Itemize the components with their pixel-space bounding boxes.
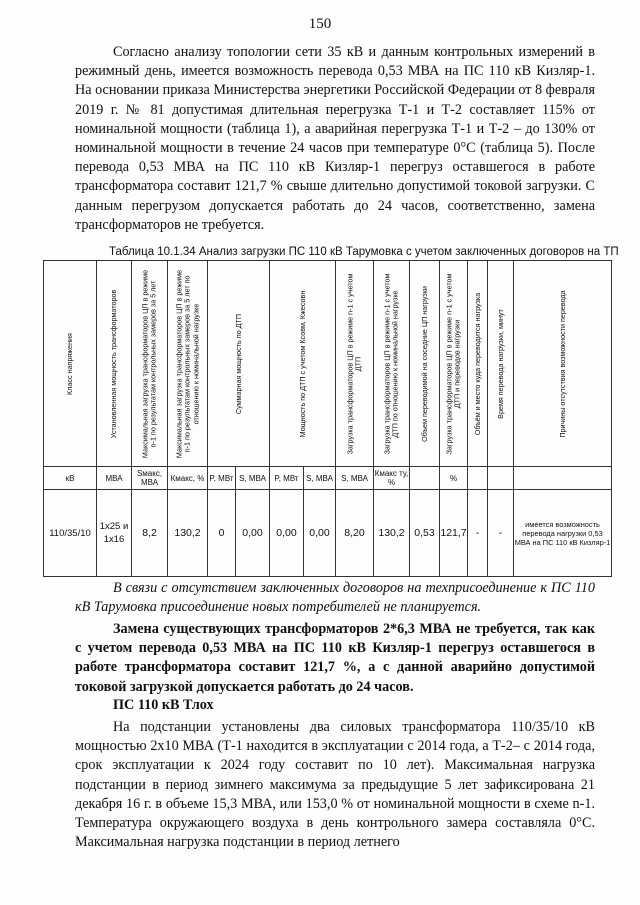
data-cell: 110/35/10 (44, 490, 97, 577)
italic-paragraph: В связи с отсутствием заключенных договоров на техприсоединение к ПС 110 кВ Тарумовка присоединение новых потребителей не планируется. (75, 580, 595, 616)
unit-cell (488, 467, 514, 490)
unit-cell: Кмакс ту, % (374, 467, 410, 490)
data-cell: 0,00 (304, 490, 336, 577)
page-number: 150 (308, 16, 332, 32)
unit-cell (514, 467, 612, 490)
data-cell: 8,20 (336, 490, 374, 577)
header-cell: Объем переводимой на соседние ЦП нагрузки (410, 261, 440, 467)
table-units-row (44, 467, 612, 490)
unit-cell: МВА (97, 467, 132, 490)
data-cell: 8,2 (132, 490, 168, 577)
unit-cell: S, МВА (336, 467, 374, 490)
section-title: ПС 110 кВ Тлох (113, 697, 214, 713)
data-cell: 0,00 (236, 490, 270, 577)
header-cell: Загрузка трансформаторов ЦП в режиме n-1 с учетом ДТП и переводов нагрузки (440, 261, 468, 467)
bold-paragraph: Замена существующих трансформаторов 2*6,3 МВА не требуется, так как с учетом перевода 0,53 МВА на ПС 110 кВ Кизляр-1 перегруз оставшегося в работе трансформатора составит 121,7 %, а с данной аварийно допустимой токовой загрузкой допускается работать до 24 часов. (75, 621, 595, 695)
header-cell: Максимальная загрузка трансформаторов ЦП в режиме n-1 по результатам контрольных замеров за 5 лет по отношению к номинальной нагрузке (168, 261, 208, 467)
table-data-row (44, 490, 612, 577)
header-cell: Установленная мощность трансформаторов (97, 261, 132, 467)
load-analysis-table (43, 260, 612, 577)
table-header-row (44, 261, 612, 467)
data-cell: 0,53 (410, 490, 440, 577)
header-cell: Максимальная загрузка трансформаторов ЦП в режиме n-1 по результатам контрольных замеров за 5 лет (132, 261, 168, 467)
data-cell: 1x25 и 1x16 (97, 490, 132, 577)
header-cell: Загрузка трансформаторов ЦП в режиме n-1 с учетом ДТП по отношению к номинальной нагрузке (374, 261, 410, 467)
paragraph-transfer-analysis: Согласно анализу топологии сети 35 кВ и данным контрольных измерений в режимный день, имеется возможность перевода 0,53 МВА на ПС 110 кВ Кизляр-1. На основании приказа Министерства энергетики Российской Федерации от 8 февраля 2019 г. № 81 допустимая длительная перегрузка Т-1 и Т-2 составляет 115% от номинальной мощности (таблица 1), а аварийная перегрузка Т-1 и Т-2 – до 130% от номинальной мощности в течение 24 часов при температуре 0°С (таблица 5). После перевода 0,53 МВА на ПС 110 кВ Кизляр-1 перегруз оставшегося в работе трансформатора составит 121,7 % свыше длительно допустимой токовой загрузки. С данным перегрузом допускается работать до 24 часов, соответственно, замена трансформаторов не требуется. (75, 44, 595, 233)
unit-cell: P, МВт (270, 467, 304, 490)
header-cell: Суммарная мощность по ДТП (208, 261, 270, 467)
paragraph-tloh: На подстанции установлены два силовых трансформатора 110/35/10 кВ мощностью 2х10 МВА (Т-1 находится в эксплуатации с 2014 года, а Т-2– с 2014 года, срок эксплуатации к 2024 году составит по 10 лет). Максимальная нагрузка подстанции в период зимнего максимума за предыдущие 5 лет зафиксирована 21 декабря 16 г. в объеме 15,3 МВА, или 153,0 % от номинальной мощности в схеме n-1. Температура окружающего воздуха в день контрольного замера составляла 0°С. Максимальная нагрузка подстанции в период летнего (75, 719, 595, 851)
unit-cell (410, 467, 440, 490)
unit-cell: S, МВА (236, 467, 270, 490)
unit-cell: S, МВА (304, 467, 336, 490)
unit-cell: кВ (44, 467, 97, 490)
header-cell: Мощность по ДТП с учетом Ксовм, Кжесовн (270, 261, 336, 467)
unit-cell (468, 467, 488, 490)
data-cell: 121,7 (440, 490, 468, 577)
header-cell: Загрузка трансформаторов ЦП в режиме n-1 с учетом ДТП (336, 261, 374, 467)
unit-cell: % (440, 467, 468, 490)
header-cell: Класс напряжения (44, 261, 97, 467)
header-cell: Причины отсутствия возможности перевода (514, 261, 612, 467)
data-cell: - (488, 490, 514, 577)
table-caption: Таблица 10.1.34 Анализ загрузки ПС 110 кВ Тарумовка с учетом заключенных договоров на ТП (109, 246, 619, 258)
unit-cell: P, МВт (208, 467, 236, 490)
data-cell: 130,2 (168, 490, 208, 577)
unit-cell: Кмакс, % (168, 467, 208, 490)
header-cell: Время перевода нагрузки, минут (488, 261, 514, 467)
unit-cell: Sмакс, МВА (132, 467, 168, 490)
data-cell: 0,00 (270, 490, 304, 577)
data-cell: 130,2 (374, 490, 410, 577)
data-cell: - (468, 490, 488, 577)
header-cell: Объём и место куда переводится нагрузка (468, 261, 488, 467)
data-cell: имеется возможность перевода нагрузки 0,53 МВА на ПС 110 кВ Кизляр-1 (514, 490, 612, 577)
data-cell: 0 (208, 490, 236, 577)
